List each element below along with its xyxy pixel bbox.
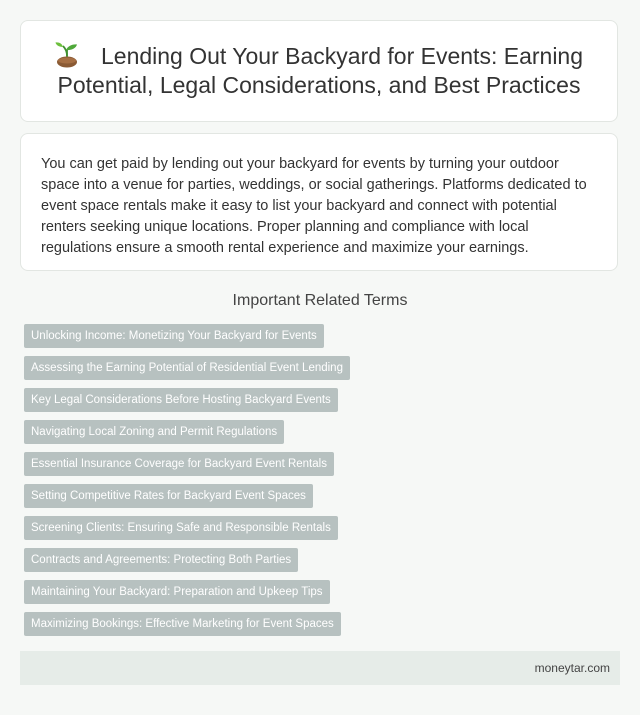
related-term-tag[interactable]: Maintaining Your Backyard: Preparation and Upkeep Tips	[24, 580, 330, 604]
page-title	[41, 42, 597, 100]
page-title-text: Lending Out Your Backyard for Events: Earning Potential, Legal Considerations, and Best Practices	[57, 43, 584, 98]
related-terms-list	[24, 324, 616, 644]
related-term-tag[interactable]: Navigating Local Zoning and Permit Regulations	[24, 420, 284, 444]
related-term-tag[interactable]: Unlocking Income: Monetizing Your Backyard for Events	[24, 324, 324, 348]
intro-paragraph: You can get paid by lending out your backyard for events by turning your outdoor space into a venue for parties, weddings, or social gatherings. Platforms dedicated to event space rentals make it easy to list your backyard and connect with potential renters seeking unique locations. Proper planning and compliance with local regulations ensure a smooth rental experience and maximize your earnings.	[41, 156, 587, 256]
title-card	[20, 20, 618, 122]
related-term-tag[interactable]: Assessing the Earning Potential of Residential Event Lending	[24, 356, 350, 380]
related-term-tag[interactable]: Setting Competitive Rates for Backyard Event Spaces	[24, 484, 313, 508]
intro-card	[20, 133, 618, 271]
related-term-tag[interactable]: Maximizing Bookings: Effective Marketing for Event Spaces	[24, 612, 341, 636]
related-term-tag[interactable]: Screening Clients: Ensuring Safe and Responsible Rentals	[24, 516, 338, 540]
seedling-icon	[55, 42, 79, 68]
related-term-tag[interactable]: Essential Insurance Coverage for Backyard Event Rentals	[24, 452, 334, 476]
footer	[20, 651, 620, 685]
site-link[interactable]: moneytar.com	[534, 661, 610, 675]
related-terms-heading: Important Related Terms	[232, 292, 408, 309]
related-term-tag[interactable]: Contracts and Agreements: Protecting Both Parties	[24, 548, 298, 572]
related-term-tag[interactable]: Key Legal Considerations Before Hosting Backyard Events	[24, 388, 338, 412]
